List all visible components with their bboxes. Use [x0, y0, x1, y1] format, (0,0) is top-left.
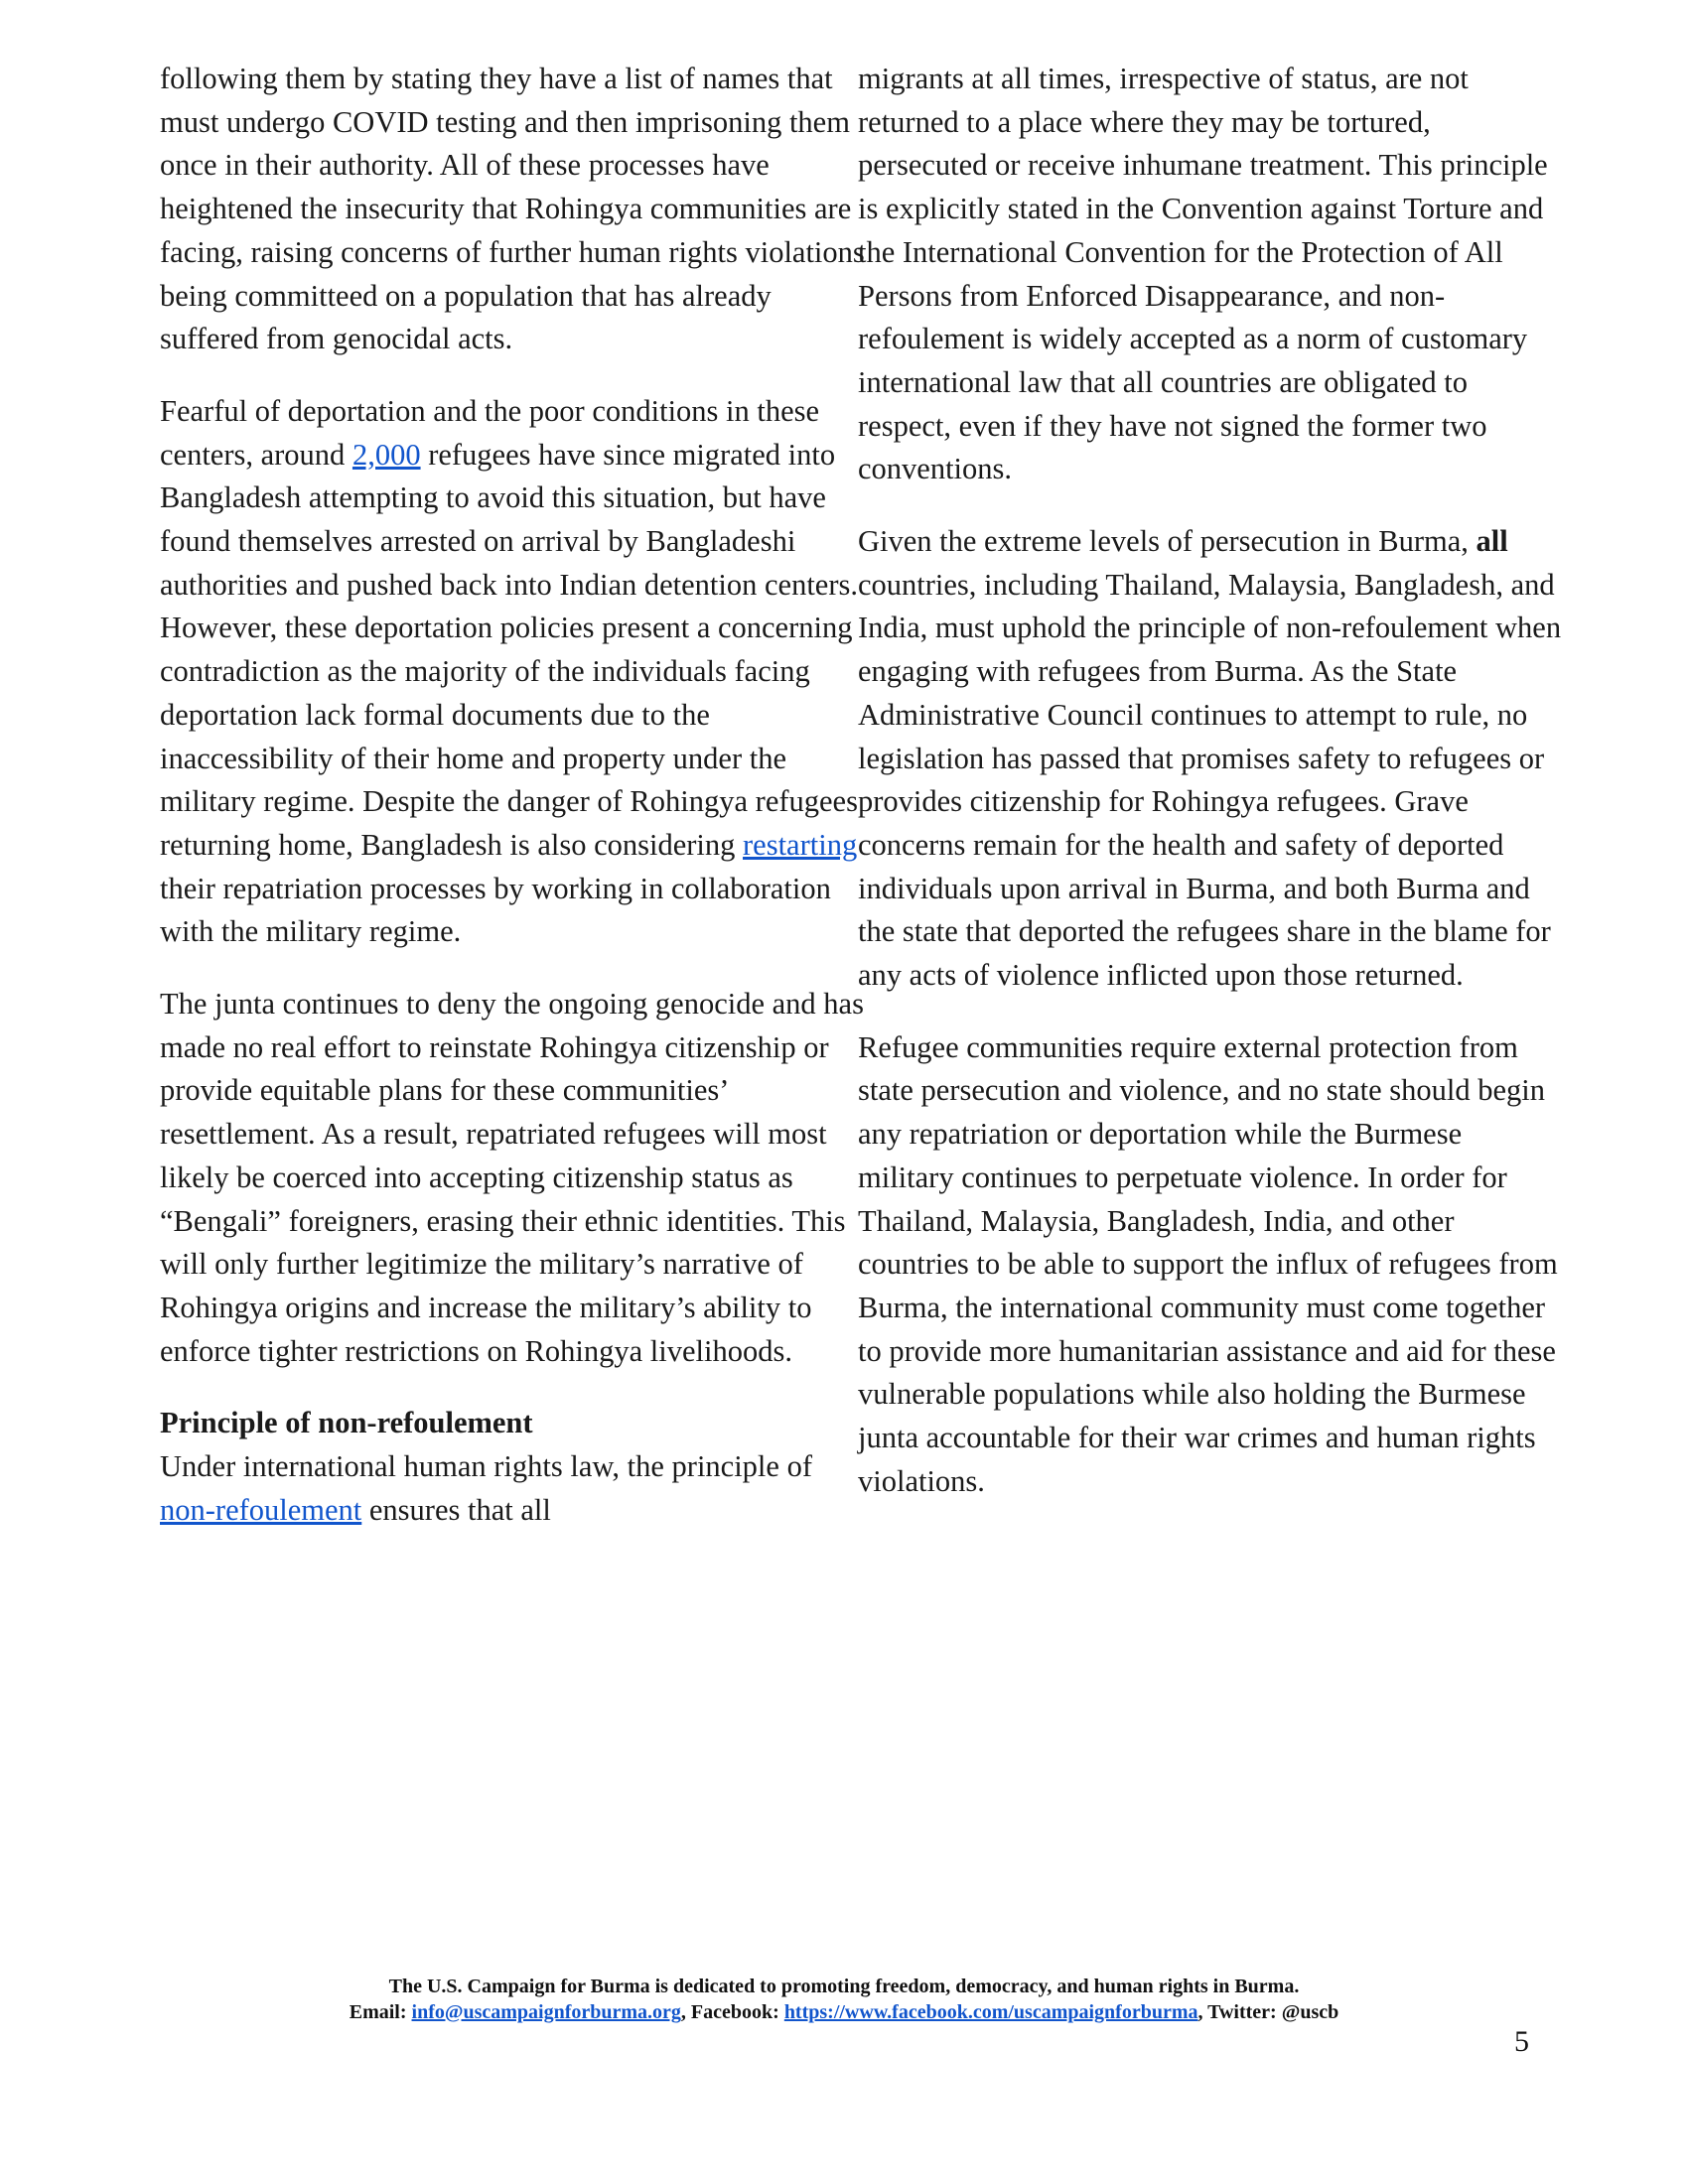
paragraph-junta-denial: The junta continues to deny the ongoing genocide and has made no real effort to reinstate Rohingya citizenship or provide equitable plans for these communities’ resettlement. As a result, repatriated refugees will most likely be coerced into accepting citizenship status as “Bengali” foreigners, erasing their ethnic identities. This will only further legitimize the military’s narrative of Rohingya origins and increase the military’s ability to enforce tighter restrictions on Rohingya livelihoods.: [160, 987, 864, 1368]
footer-email-label: Email:: [349, 2001, 412, 2023]
footer-email-link[interactable]: info@uscampaignforburma.org: [411, 2001, 681, 2023]
text-segment: ensures that all: [361, 1492, 551, 1527]
text-segment: countries, including Thailand, Malaysia, Bangladesh, and India, must uphold the principle of non-refoulement when engaging with refugees from Burma. As the State Administrative Council continues to attempt to rule, no legislation has passed that promises safety to refugees or provides citizenship for Rohingya refugees. Grave concerns remain for the health and safety of deported individuals upon arrival in Burma, and both Burma and the state that deported the refugees share in the blame for any acts of violence inflicted upon those returned.: [858, 567, 1562, 993]
paragraph-external-protection: Refugee communities require external protection from state persecution and violence, and no state should begin any repatriation or deportation while the Burmese military continues to perpetuate violence. In order for Thailand, Malaysia, Bangladesh, India, and other countries to be able to support the influx of refugees from Burma, the international community must come together to provide more humanitarian assistance and aid for these vulnerable populations while also holding the Burmese junta accountable for their war crimes and human rights violations.: [858, 1029, 1558, 1498]
footer-contact-line: [0, 1999, 1688, 2025]
footer-mission-statement: The U.S. Campaign for Burma is dedicated to promoting freedom, democracy, and human rights in Burma.: [388, 1976, 1300, 1997]
text-segment: refugees have since migrated into Bangladesh attempting to avoid this situation, but have found themselves arrested on arrival by Bangladeshi authorities and pushed back into Indian detention centers. However, these deportation policies present a concerning contradiction as the majority of the individuals facing deportation lack formal documents due to the inaccessibility of their home and property under the military regime. Despite the danger of Rohingya refugees returning home, Bangladesh is also considering: [160, 437, 858, 862]
section-non-refoulement: [160, 1402, 865, 1532]
text-segment: Given the extreme levels of persecution in Burma,: [858, 524, 1477, 559]
paragraph-extreme-persecution: [858, 520, 1563, 998]
footer-facebook-link[interactable]: https://www.facebook.com/uscampaignforburma: [783, 2001, 1198, 2023]
page-footer: [0, 1974, 1688, 2025]
right-column: [858, 58, 1563, 1533]
link-restarting[interactable]: restarting: [743, 827, 858, 862]
paragraph-deportation-bangladesh: [160, 390, 865, 954]
text-segment: their repatriation processes by working in collaboration with the military regime.: [160, 871, 831, 949]
link-non-refoulement[interactable]: non-refoulement: [160, 1492, 362, 1527]
text-segment: Under international human rights law, the principle of: [160, 1449, 812, 1484]
footer-facebook-label: , Facebook:: [680, 2001, 784, 2023]
section-heading: Principle of non-refoulement: [160, 1406, 533, 1440]
paragraph-migrants-protection: migrants at all times, irrespective of status, are not returned to a place where they may be tortured, persecuted or receive inhumane treatment. This principle is explicitly stated in the Convention against Torture and the International Convention for the Protection of All Persons from Enforced Disappearance, and non-refoulement is widely accepted as a norm of customary international law that all countries are obligated to respect, even if they have not signed the former two conventions.: [858, 62, 1548, 486]
emphasis-all: all: [1476, 524, 1508, 559]
page-number: 5: [1514, 2025, 1529, 2058]
left-column: [160, 58, 865, 1533]
footer-twitter: , Twitter: @uscb: [1197, 2001, 1339, 2023]
text-segment: Fearful of deportation and the poor conditions in these centers, around: [160, 393, 820, 472]
link-2000-refugees[interactable]: 2,000: [352, 437, 421, 472]
paragraph-detention-testing: following them by stating they have a list of names that must undergo COVID testing and then imprisoning them once in their authority. All of these processes have heightened the insecurity that Rohingya communities are facing, raising concerns of further human rights violations being committeed on a population that has already suffered from genocidal acts.: [160, 62, 865, 356]
